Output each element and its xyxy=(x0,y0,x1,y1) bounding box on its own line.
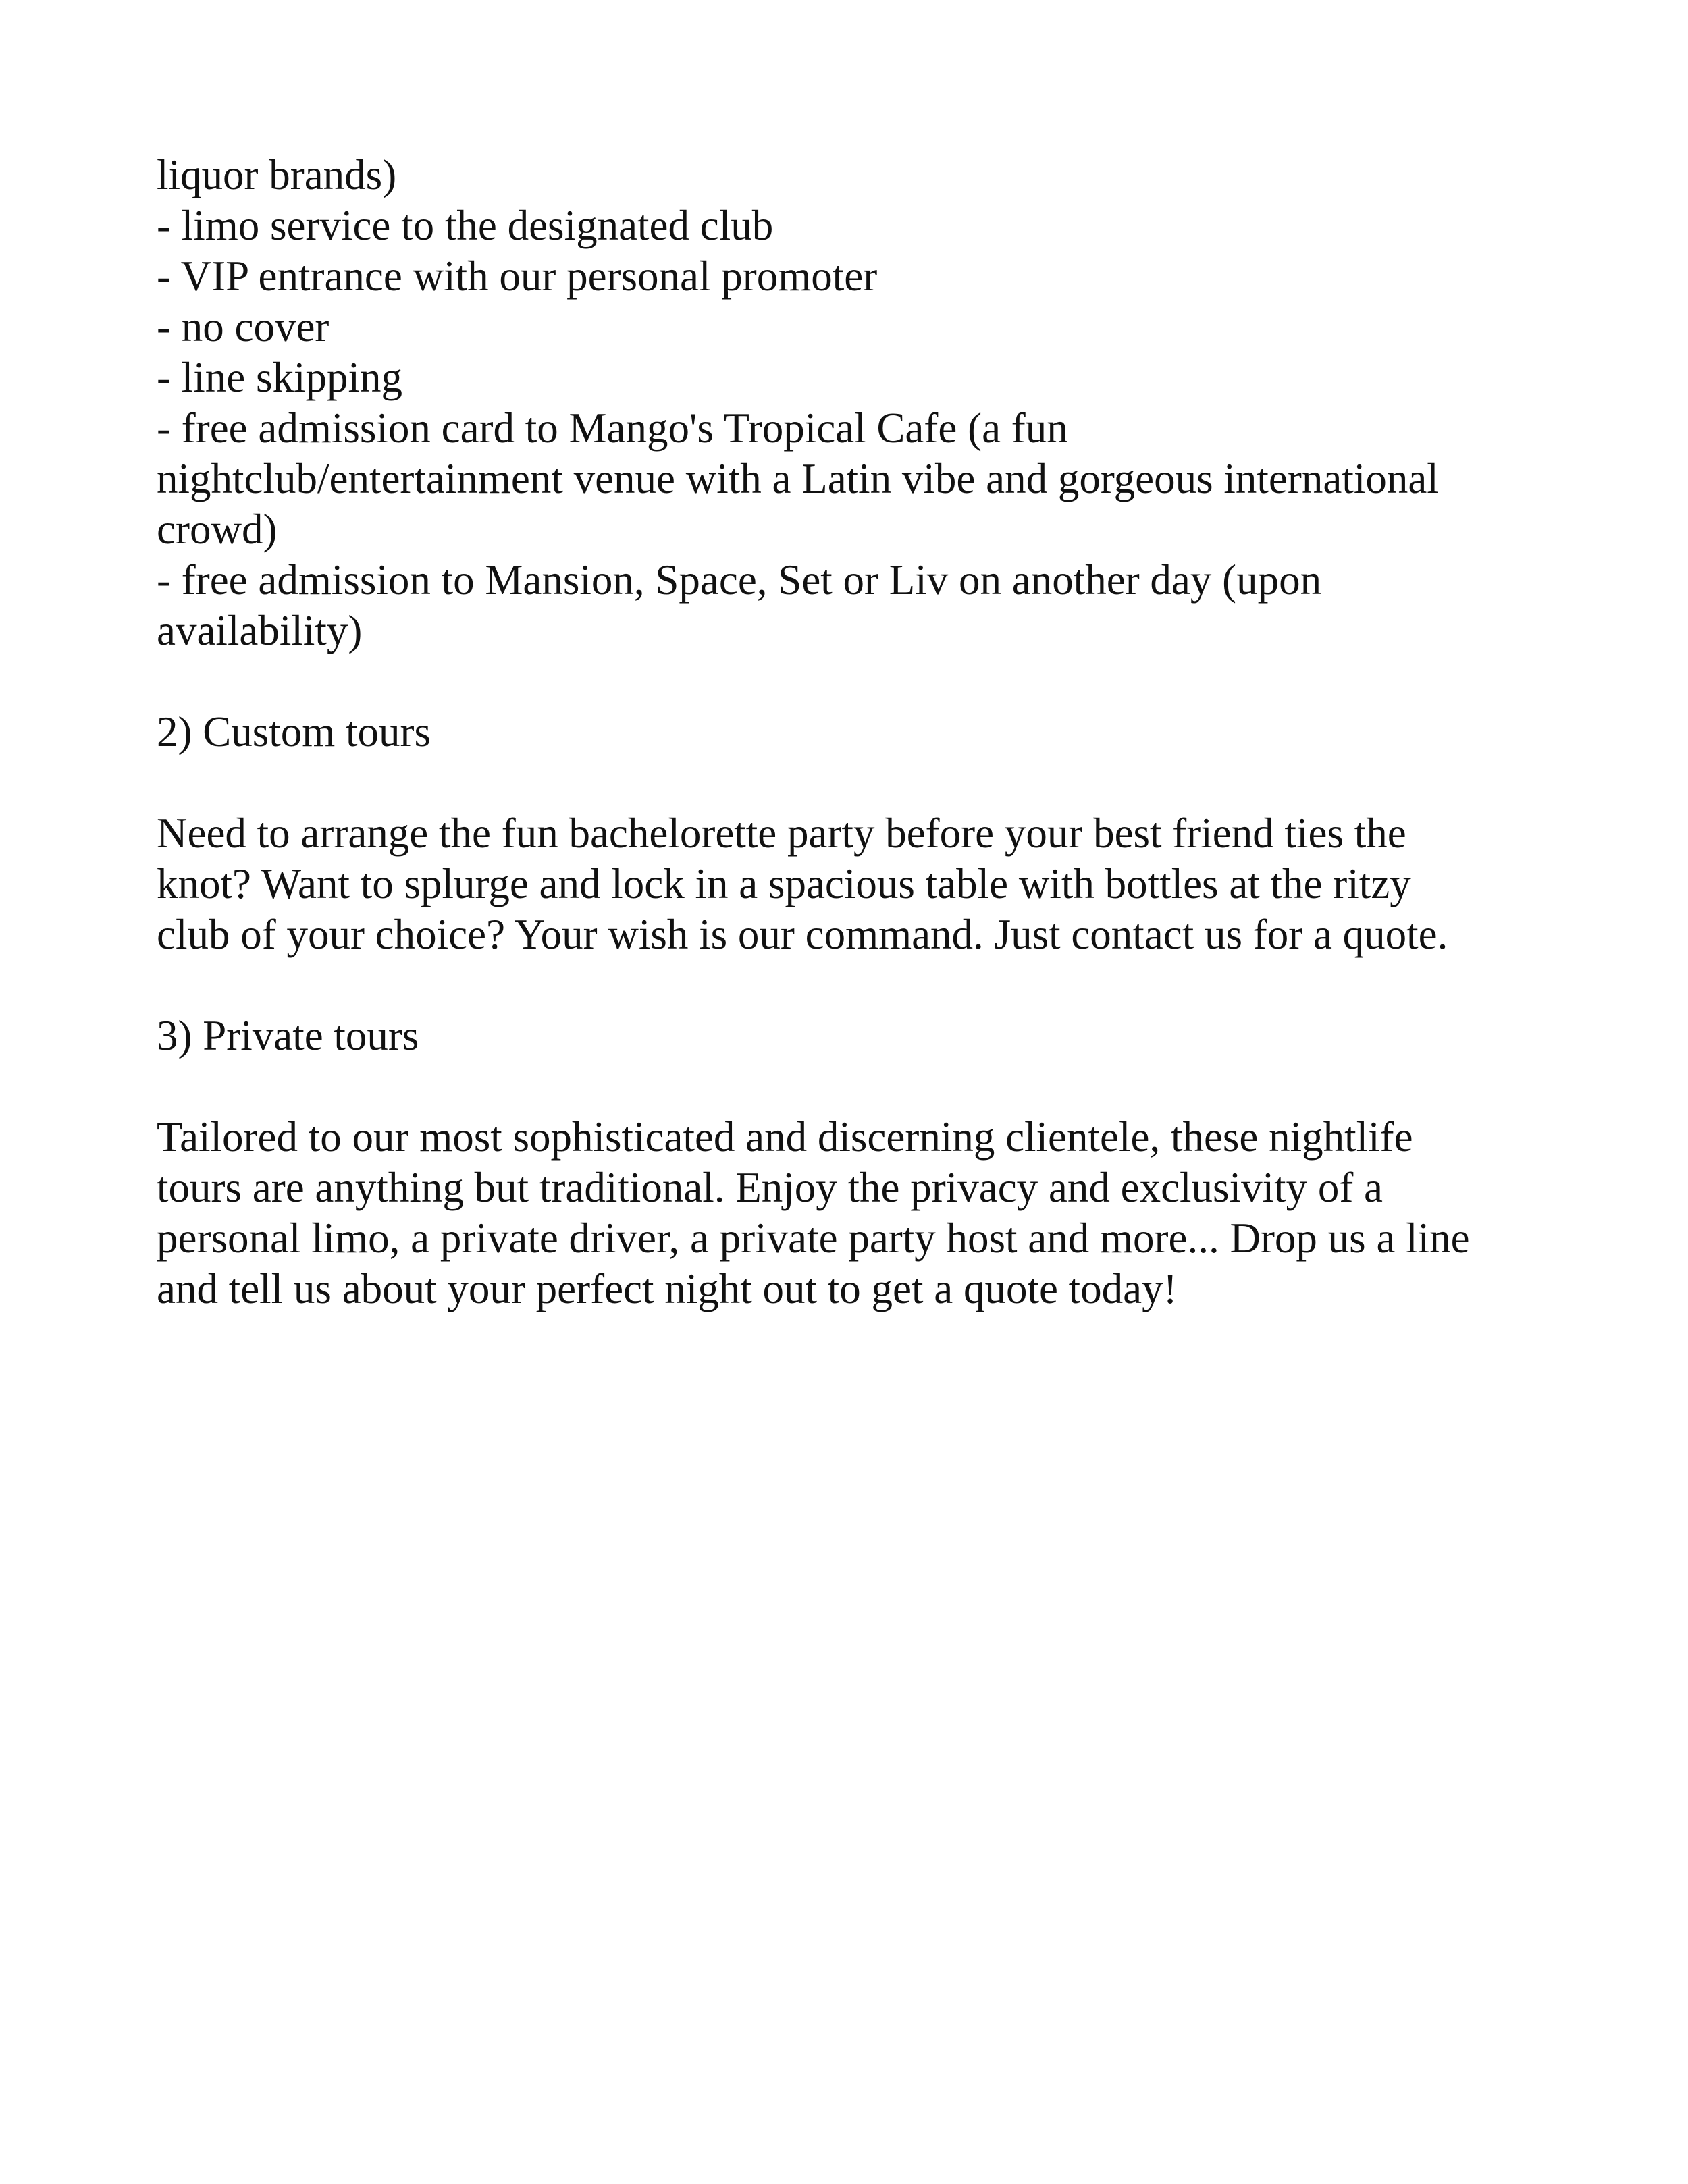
list-item: - free admission to Mansion, Space, Set or Liv on another day (upon xyxy=(157,556,1322,604)
list-item: - no cover xyxy=(157,303,329,350)
paragraph-line: Need to arrange the fun bachelorette party before your best friend ties the xyxy=(157,809,1406,857)
paragraph-gap xyxy=(157,757,1561,808)
section-heading-custom-tours: 2) Custom tours xyxy=(157,708,431,755)
list-item: - VIP entrance with our personal promoter xyxy=(157,252,878,300)
list-item: nightclub/entertainment venue with a Latin vibe and gorgeous international xyxy=(157,455,1439,502)
paragraph-line: club of your choice? Your wish is our command. Just contact us for a quote. xyxy=(157,911,1448,958)
list-item: availability) xyxy=(157,607,363,654)
package-features-list xyxy=(157,150,1561,656)
paragraph-line: knot? Want to splurge and lock in a spacious table with bottles at the ritzy xyxy=(157,860,1411,907)
list-item: - limo service to the designated club xyxy=(157,202,774,249)
list-item: - line skipping xyxy=(157,354,402,401)
list-item: liquor brands) xyxy=(157,151,397,198)
list-item: crowd) xyxy=(157,506,278,553)
paragraph-gap xyxy=(157,960,1561,1011)
page-content xyxy=(157,150,1561,1314)
list-item: - free admission card to Mango's Tropical Cafe (a fun xyxy=(157,404,1068,452)
custom-tours-paragraph xyxy=(157,808,1561,960)
private-tours-paragraph xyxy=(157,1112,1561,1314)
section-heading-private-tours: 3) Private tours xyxy=(157,1012,419,1059)
paragraph-gap xyxy=(157,656,1561,707)
paragraph-line: personal limo, a private driver, a private party host and more... Drop us a line xyxy=(157,1215,1470,1262)
paragraph-line: Tailored to our most sophisticated and discerning clientele, these nightlife xyxy=(157,1113,1413,1161)
paragraph-gap xyxy=(157,1061,1561,1112)
paragraph-line: tours are anything but traditional. Enjoy the privacy and exclusivity of a xyxy=(157,1164,1383,1211)
paragraph-line: and tell us about your perfect night out to get a quote today! xyxy=(157,1265,1178,1312)
